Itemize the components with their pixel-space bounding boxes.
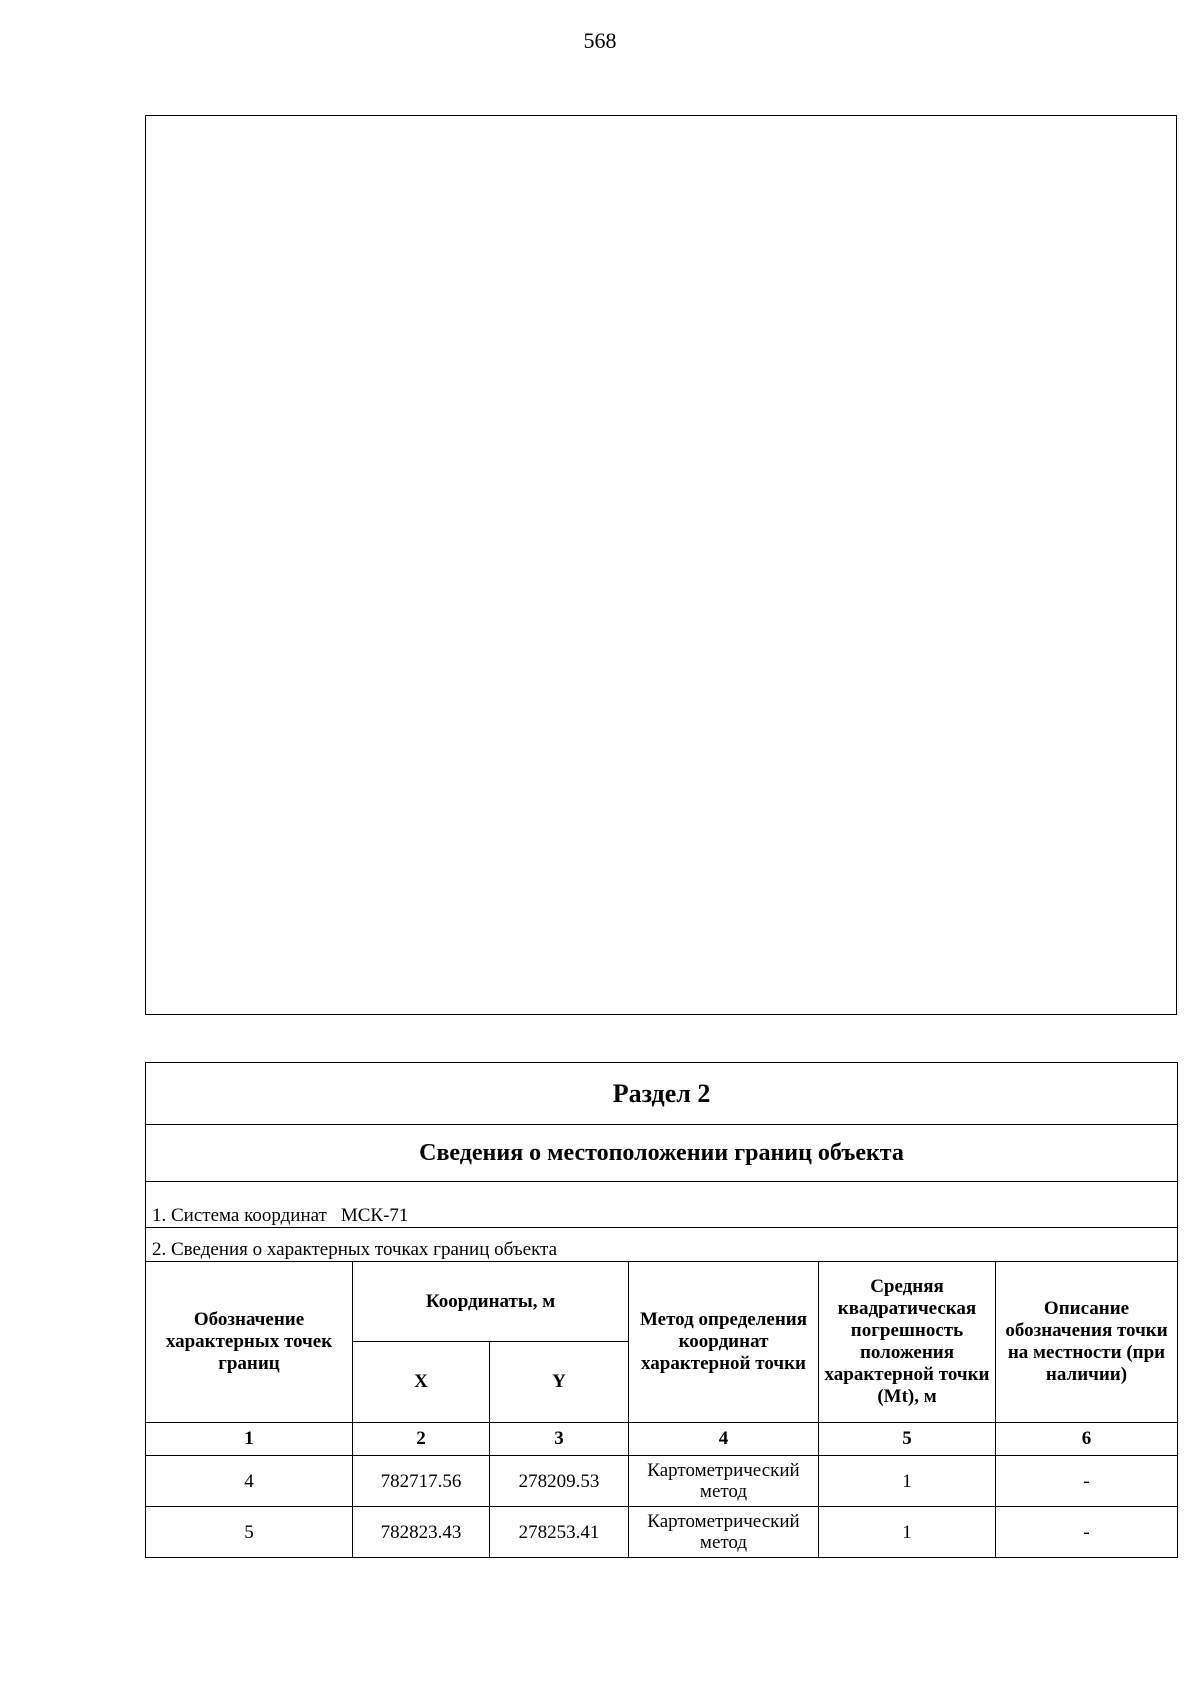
cell-method: Картометрический метод bbox=[629, 1507, 819, 1558]
coordinate-system-row bbox=[146, 1182, 1178, 1228]
column-number: 1 bbox=[146, 1423, 353, 1456]
map-frame bbox=[145, 115, 1177, 1015]
coordinate-system-value: МСК-71 bbox=[340, 1205, 409, 1226]
cell-point: 5 bbox=[146, 1507, 353, 1558]
cell-y: 278209.53 bbox=[490, 1456, 629, 1507]
cell-x: 782717.56 bbox=[353, 1456, 490, 1507]
header-x: X bbox=[353, 1342, 490, 1423]
cell-x: 782823.43 bbox=[353, 1507, 490, 1558]
column-number: 5 bbox=[819, 1423, 996, 1456]
table-row bbox=[146, 1507, 1178, 1558]
section-subtitle: Сведения о местоположении границ объекта bbox=[146, 1125, 1178, 1182]
header-coordinates: Координаты, м bbox=[353, 1262, 629, 1342]
cell-method: Картометрический метод bbox=[629, 1456, 819, 1507]
cell-error: 1 bbox=[819, 1507, 996, 1558]
header-y: Y bbox=[490, 1342, 629, 1423]
cell-description: - bbox=[996, 1507, 1178, 1558]
cell-description: - bbox=[996, 1456, 1178, 1507]
cell-point: 4 bbox=[146, 1456, 353, 1507]
column-number: 2 bbox=[353, 1423, 490, 1456]
header-method: Метод определения координат характерной точки bbox=[629, 1262, 819, 1423]
boundary-points-table bbox=[145, 1062, 1178, 1558]
cell-y: 278253.41 bbox=[490, 1507, 629, 1558]
table-row bbox=[146, 1456, 1178, 1507]
column-number: 6 bbox=[996, 1423, 1178, 1456]
header-error: Средняя квадратическая погрешность положения характерной точки (Mt), м bbox=[819, 1262, 996, 1423]
points-info-label: 2. Сведения о характерных точках границ объекта bbox=[146, 1228, 1178, 1262]
section-title: Раздел 2 bbox=[146, 1063, 1178, 1125]
column-numbers-row bbox=[146, 1423, 1178, 1456]
page-number: 568 bbox=[583, 28, 617, 53]
header-designation: Обозначение характерных точек границ bbox=[146, 1262, 353, 1423]
column-number: 4 bbox=[629, 1423, 819, 1456]
coordinate-system-label: 1. Система координат bbox=[152, 1205, 327, 1226]
header-description: Описание обозначения точки на местности (при наличии) bbox=[996, 1262, 1178, 1423]
cell-error: 1 bbox=[819, 1456, 996, 1507]
column-number: 3 bbox=[490, 1423, 629, 1456]
